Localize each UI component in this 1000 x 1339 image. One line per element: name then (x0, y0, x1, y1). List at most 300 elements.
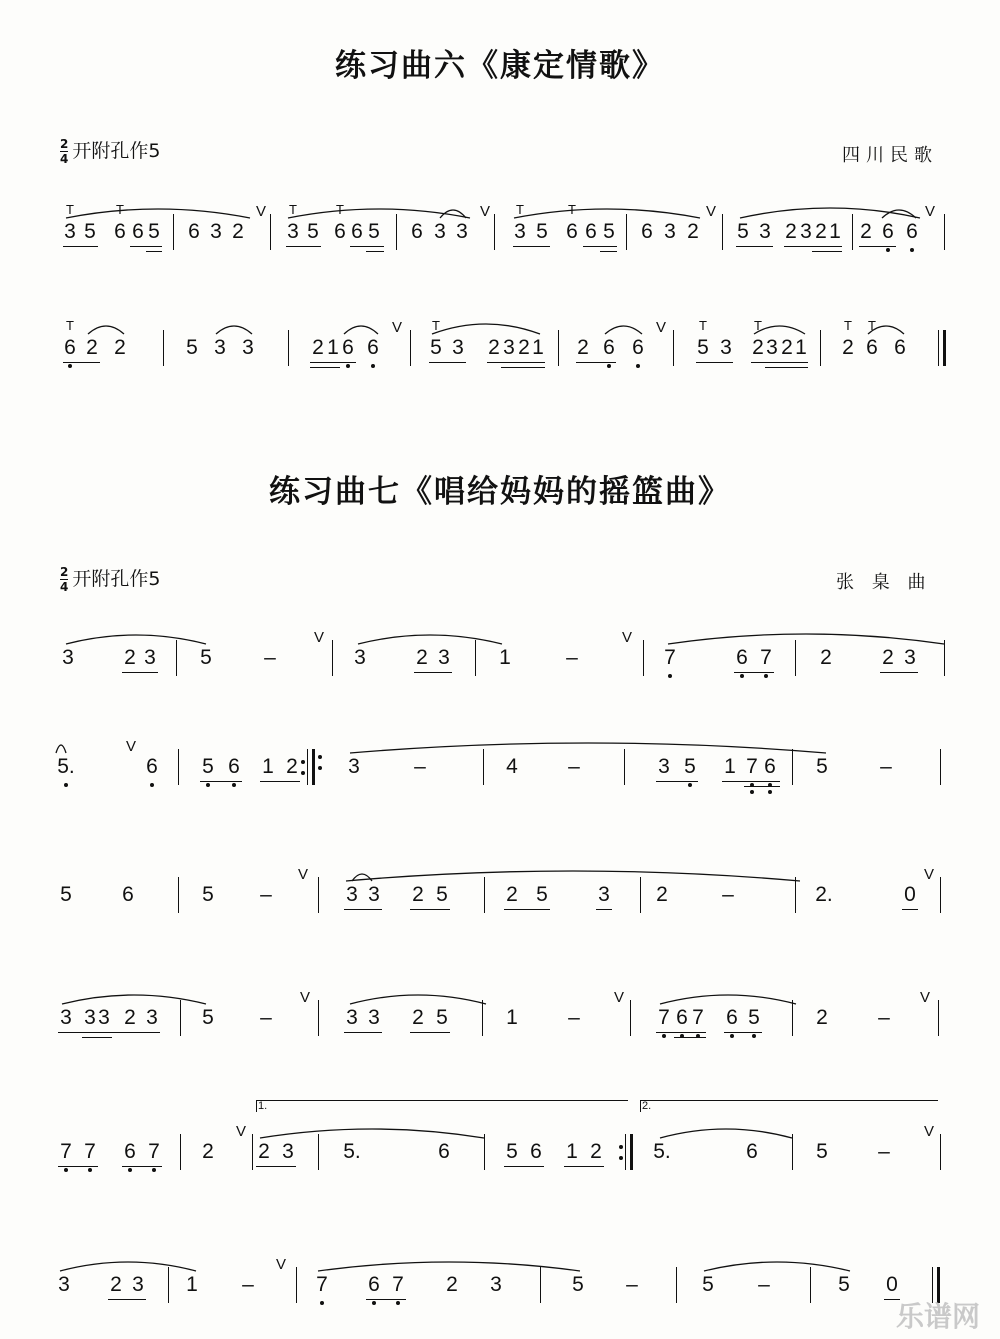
note: 5 (572, 1273, 584, 1296)
note: 7 (316, 1273, 328, 1296)
note: 5 (603, 220, 615, 243)
barline (484, 877, 485, 913)
note: – (242, 1273, 254, 1296)
slur-mark (432, 324, 540, 334)
piece-2-source: 张 臬 曲 (836, 572, 932, 593)
note: 3 (346, 883, 358, 906)
barline (943, 330, 946, 366)
barline (630, 1000, 631, 1036)
note: 5 (838, 1273, 850, 1296)
note: – (758, 1273, 770, 1296)
breath-mark: V (256, 203, 267, 220)
low-octave-dot (320, 1301, 324, 1305)
barline (396, 214, 397, 250)
underline-beam (63, 362, 100, 363)
note: 5 (430, 336, 442, 359)
note: – (568, 1006, 580, 1029)
underline-beam (58, 1166, 98, 1167)
note: 2 (412, 883, 424, 906)
note: 5 (368, 220, 380, 243)
barline (173, 214, 174, 250)
low-octave-dot (88, 1168, 92, 1172)
note: 6 (367, 336, 379, 359)
low-octave-dot (152, 1168, 156, 1172)
trill-mark: T (568, 202, 576, 217)
barline (494, 214, 495, 250)
note: 2 (781, 336, 793, 359)
note: 5 (202, 883, 214, 906)
underline-beam (744, 786, 780, 787)
note: 5 (697, 336, 709, 359)
note: 3 (242, 336, 254, 359)
slur-mark (740, 208, 920, 218)
note: 7 (658, 1006, 670, 1029)
note: 1 (829, 220, 841, 243)
note: – (414, 755, 426, 778)
underline-beam (656, 781, 698, 782)
barline (296, 1267, 297, 1303)
barline (318, 1000, 319, 1036)
note: 3 (84, 1006, 96, 1029)
note: 6 (746, 1140, 758, 1163)
note: 5 (737, 220, 749, 243)
piece-1-title: 练习曲六《康定情歌》 (335, 48, 665, 84)
note: 0 (904, 883, 916, 906)
note: 5 (436, 883, 448, 906)
underline-beam (366, 246, 384, 247)
underline-beam (146, 251, 162, 252)
low-octave-dot (910, 248, 914, 252)
note: 3 (490, 1273, 502, 1296)
piece-1-header (60, 136, 160, 165)
note: 5 (702, 1273, 714, 1296)
underline-beam (504, 909, 550, 910)
breath-mark: V (236, 1123, 247, 1140)
note: 6 (132, 220, 144, 243)
underline-beam (344, 1032, 382, 1033)
underline-beam (600, 246, 617, 247)
note: 3 (598, 883, 610, 906)
breath-mark: V (480, 203, 491, 220)
low-octave-dot (64, 783, 68, 787)
note: 1 (506, 1006, 518, 1029)
note: 7 (60, 1140, 72, 1163)
barline (676, 1267, 677, 1303)
barline (483, 749, 484, 785)
underline-beam (256, 1166, 296, 1167)
trill-mark: T (844, 318, 852, 333)
instruction: 开附孔作5 (72, 140, 161, 162)
note: 6 (411, 220, 423, 243)
barline (944, 214, 945, 250)
breath-mark: V (622, 629, 633, 646)
watermark-logo: 乐谱网 (895, 1300, 980, 1333)
underline-beam (596, 909, 612, 910)
note: 1 (724, 755, 736, 778)
underline-beam (600, 251, 617, 252)
underline-beam (765, 362, 808, 363)
note: 3 (658, 755, 670, 778)
note: 6 (351, 220, 363, 243)
note: 2 (785, 220, 797, 243)
note: 1 (795, 336, 807, 359)
slur-mark (60, 1262, 196, 1271)
note: 2 (816, 1006, 828, 1029)
note: – (260, 883, 272, 906)
underline-beam (696, 362, 733, 363)
note: 6 (368, 1273, 380, 1296)
note: 6 (676, 1006, 688, 1029)
underline-beam (200, 781, 242, 782)
breath-mark: V (924, 1123, 935, 1140)
low-octave-dot (886, 248, 890, 252)
note: 6 (566, 220, 578, 243)
note: 6 (764, 755, 776, 778)
underline-beam (674, 1037, 706, 1038)
time-signature: $\frac{2}{4}$ (60, 137, 69, 166)
note: 2 (590, 1140, 602, 1163)
note: 3 (62, 646, 74, 669)
slur-mark (440, 210, 466, 218)
low-octave-dot (752, 1034, 756, 1038)
barline (178, 749, 179, 785)
breath-mark: V (924, 866, 935, 883)
repeat-dot (301, 760, 305, 764)
note: 3 (210, 220, 222, 243)
note: 6 (641, 220, 653, 243)
low-octave-dot (740, 674, 744, 678)
note: 3 (287, 220, 299, 243)
note: 2 (820, 646, 832, 669)
volta-bracket (640, 1100, 938, 1101)
note: 2 (86, 336, 98, 359)
note: – (264, 646, 276, 669)
low-octave-dot (372, 1301, 376, 1305)
note: 5 (60, 883, 72, 906)
note: 5 (536, 220, 548, 243)
low-octave-dot (636, 364, 640, 368)
note: 2 (114, 336, 126, 359)
note: 5 (307, 220, 319, 243)
note: 6 (124, 1140, 136, 1163)
underline-beam (880, 672, 918, 673)
volta-bracket (640, 1100, 641, 1112)
breath-mark: V (276, 1256, 287, 1273)
note: – (626, 1273, 638, 1296)
note: 6 (114, 220, 126, 243)
slur-mark (668, 634, 944, 644)
piece-2-title: 练习曲七《唱给妈妈的摇篮曲》 (269, 474, 731, 510)
note: 1 (532, 336, 544, 359)
note: 3 (368, 1006, 380, 1029)
note: 5 (506, 1140, 518, 1163)
barline (938, 330, 939, 366)
underline-beam (513, 246, 550, 247)
barline (410, 330, 411, 366)
slur-mark (56, 745, 66, 753)
barline (852, 214, 853, 250)
note: 6 (736, 646, 748, 669)
repeat-barline (312, 749, 315, 785)
underline-beam (501, 367, 545, 368)
breath-mark: V (126, 738, 137, 755)
note: 5 (186, 336, 198, 359)
barline (178, 877, 179, 913)
piece-2-header (60, 564, 160, 593)
barline (792, 749, 793, 785)
underline-beam (859, 246, 896, 247)
note: – (878, 1140, 890, 1163)
underline-beam (310, 362, 340, 363)
piece-1-source: 四川民歌 (842, 145, 938, 166)
note: 2 (312, 336, 324, 359)
underline-beam (765, 367, 808, 368)
underline-beam (734, 672, 774, 673)
note: 2 (232, 220, 244, 243)
low-octave-dot (64, 1168, 68, 1172)
note: 2 (860, 220, 872, 243)
slur-mark (514, 209, 700, 218)
breath-mark: V (298, 866, 309, 883)
barline (475, 640, 476, 676)
note: 5 (148, 220, 160, 243)
barline (940, 1134, 941, 1170)
note: 5 (202, 755, 214, 778)
note: 2 (506, 883, 518, 906)
note: 2 (110, 1273, 122, 1296)
slur-mark (346, 871, 800, 881)
note: 3 (146, 1006, 158, 1029)
barline (180, 1134, 181, 1170)
barline (792, 1134, 793, 1170)
low-octave-dot (68, 364, 72, 368)
note: 3 (664, 220, 676, 243)
barline (482, 1000, 483, 1036)
barline (318, 1134, 319, 1170)
low-octave-dot (346, 364, 350, 368)
barline (318, 877, 319, 913)
note: 7 (84, 1140, 96, 1163)
underline-beam (736, 246, 773, 247)
trill-mark: T (66, 202, 74, 217)
note: 5 (748, 1006, 760, 1029)
low-octave-dot (396, 1301, 400, 1305)
underline-beam (902, 909, 918, 910)
slur-mark (660, 1129, 792, 1138)
underline-beam (414, 672, 452, 673)
underline-beam (146, 246, 162, 247)
note: 3 (64, 220, 76, 243)
barline (558, 330, 559, 366)
note: 2 (687, 220, 699, 243)
underline-beam (286, 246, 321, 247)
slur-mark (882, 210, 916, 218)
note: 5 (684, 755, 696, 778)
underline-beam (63, 246, 98, 247)
slur-mark (704, 1262, 850, 1271)
underline-beam (410, 909, 450, 910)
barline (940, 877, 941, 913)
note: 5 (202, 1006, 214, 1029)
note: – (880, 755, 892, 778)
low-octave-dot (730, 1034, 734, 1038)
underline-beam (429, 362, 466, 363)
trill-mark: T (754, 318, 762, 333)
underline-beam (366, 251, 384, 252)
trill-mark: T (432, 318, 440, 333)
trill-mark: T (336, 202, 344, 217)
breath-mark: V (314, 629, 325, 646)
note: 2 (518, 336, 530, 359)
repeat-dot (619, 1156, 623, 1160)
trill-mark: T (289, 202, 297, 217)
barline (673, 330, 674, 366)
note: 3 (368, 883, 380, 906)
note: 6 (866, 336, 878, 359)
note: 5. (653, 1140, 671, 1163)
slur-mark (352, 874, 372, 881)
note: 1 (262, 755, 274, 778)
repeat-dot (301, 771, 305, 775)
note: 3 (766, 336, 778, 359)
note: 2 (752, 336, 764, 359)
note: 2 (882, 646, 894, 669)
note: 2 (412, 1006, 424, 1029)
note: 3 (759, 220, 771, 243)
barline (270, 214, 271, 250)
note: – (722, 883, 734, 906)
barline (643, 640, 644, 676)
breath-mark: V (656, 319, 667, 336)
volta-bracket (256, 1100, 257, 1112)
note: 3 (282, 1140, 294, 1163)
underline-beam (564, 1166, 604, 1167)
barline (820, 330, 821, 366)
note: 2 (286, 755, 298, 778)
low-octave-dot (688, 783, 692, 787)
note: – (566, 646, 578, 669)
slur-mark (605, 326, 642, 334)
underline-beam (82, 1032, 112, 1033)
breath-mark: V (925, 203, 936, 220)
low-octave-dot (150, 783, 154, 787)
note: 3 (438, 646, 450, 669)
slur-mark (660, 995, 796, 1004)
note: 6 (894, 336, 906, 359)
trill-mark: T (116, 202, 124, 217)
note: – (568, 755, 580, 778)
barline (944, 640, 945, 676)
note: 6 (342, 336, 354, 359)
note: 3 (514, 220, 526, 243)
low-octave-dot (232, 783, 236, 787)
note: 2 (124, 646, 136, 669)
low-octave-dot (768, 790, 772, 794)
barline (332, 640, 333, 676)
note: 7 (392, 1273, 404, 1296)
low-octave-dot (750, 790, 754, 794)
slur-mark (358, 635, 502, 644)
note: 1 (327, 336, 339, 359)
low-octave-dot (764, 674, 768, 678)
note: 2. (815, 883, 833, 906)
note: 3 (503, 336, 515, 359)
note: – (878, 1006, 890, 1029)
note: 7 (692, 1006, 704, 1029)
note: 2 (258, 1140, 270, 1163)
note: 6 (438, 1140, 450, 1163)
barline (938, 1000, 939, 1036)
note: 3 (800, 220, 812, 243)
note: 6 (882, 220, 894, 243)
note: 1 (186, 1273, 198, 1296)
breath-mark: V (392, 319, 403, 336)
note: 3 (60, 1006, 72, 1029)
underline-beam (82, 1037, 112, 1038)
repeat-dot (318, 766, 322, 770)
breath-mark: V (614, 989, 625, 1006)
slur-mark (88, 326, 124, 334)
note: 3 (354, 646, 366, 669)
note: 5 (436, 1006, 448, 1029)
note: 4 (506, 755, 518, 778)
underline-beam (744, 781, 780, 782)
note: 5 (816, 755, 828, 778)
note: 2 (656, 883, 668, 906)
note: 3 (346, 1006, 358, 1029)
note: 1 (499, 646, 511, 669)
underline-beam (576, 362, 616, 363)
barline (810, 1267, 811, 1303)
underline-beam (122, 672, 158, 673)
note: 7 (664, 646, 676, 669)
note: 5. (343, 1140, 361, 1163)
low-octave-dot (128, 1168, 132, 1172)
breath-mark: V (706, 203, 717, 220)
trill-mark: T (516, 202, 524, 217)
note: 2 (842, 336, 854, 359)
repeat-dot (318, 755, 322, 759)
note: 5 (536, 883, 548, 906)
note: 3 (132, 1273, 144, 1296)
note: 6 (146, 755, 158, 778)
underline-beam (812, 246, 842, 247)
note: 3 (58, 1273, 70, 1296)
note: 2 (815, 220, 827, 243)
note: 5 (816, 1140, 828, 1163)
note: 3 (456, 220, 468, 243)
repeat-barline (630, 1134, 633, 1170)
barline (640, 877, 641, 913)
barline (180, 1000, 181, 1036)
barline (624, 749, 625, 785)
low-octave-dot (206, 783, 210, 787)
note: 6 (632, 336, 644, 359)
note: 5. (57, 755, 75, 778)
note: 6 (64, 336, 76, 359)
underline-beam (122, 1166, 162, 1167)
note: 6 (603, 336, 615, 359)
slur-mark (350, 995, 486, 1004)
volta-label: 1. (258, 1100, 268, 1112)
instruction: 开附孔作5 (72, 568, 161, 590)
barline (163, 330, 164, 366)
note: 2 (446, 1273, 458, 1296)
note: 3 (348, 755, 360, 778)
note: 6 (188, 220, 200, 243)
low-octave-dot (662, 1034, 666, 1038)
note: – (260, 1006, 272, 1029)
